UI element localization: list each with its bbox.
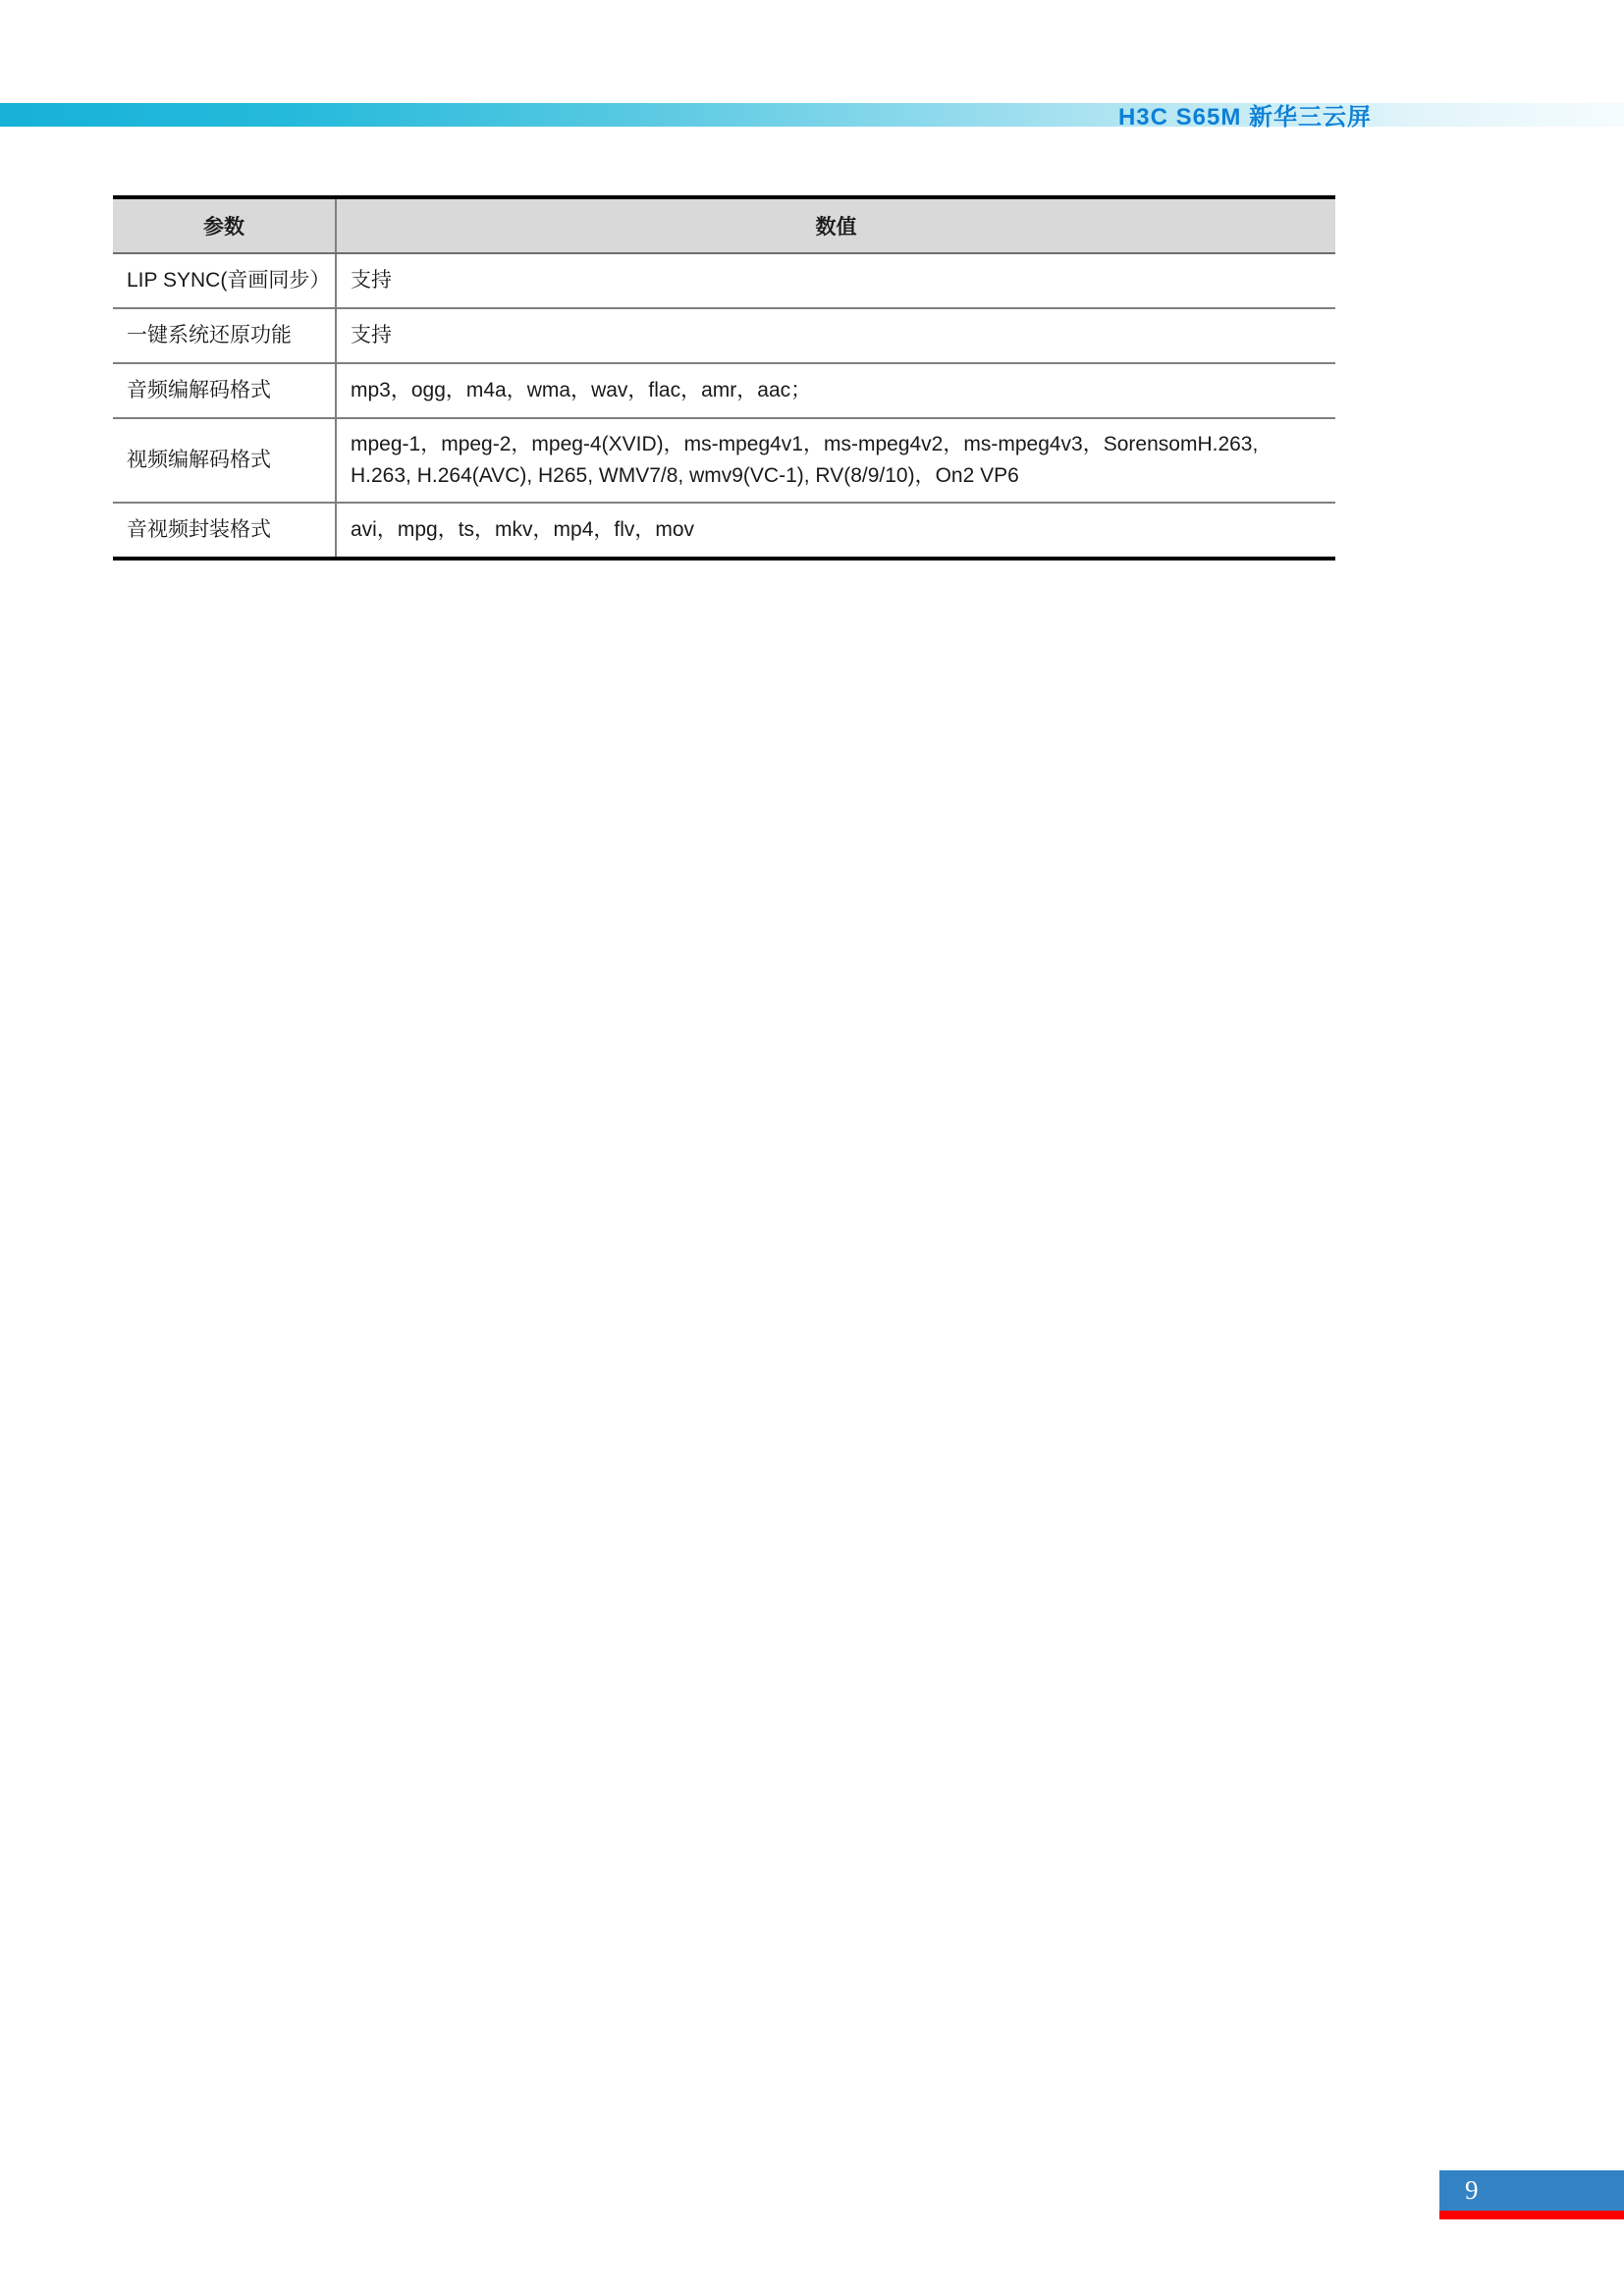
column-header-value: 数值 bbox=[336, 197, 1335, 253]
table-row bbox=[113, 363, 1335, 418]
column-header-parameter: 参数 bbox=[113, 197, 336, 253]
param-value: mp3，ogg，m4a，wma，wav，flac，amr，aac； bbox=[336, 363, 1335, 418]
param-label: 视频编解码格式 bbox=[113, 418, 336, 503]
footer-red-bar bbox=[1439, 2211, 1624, 2219]
param-value: 支持 bbox=[336, 253, 1335, 308]
table-header-row bbox=[113, 197, 1335, 253]
page-number: 9 bbox=[1465, 2175, 1479, 2205]
param-value: avi，mpg，ts，mkv，mp4，flv，mov bbox=[336, 503, 1335, 559]
table-row bbox=[113, 253, 1335, 308]
table-row bbox=[113, 503, 1335, 559]
param-label: 音视频封装格式 bbox=[113, 503, 336, 559]
spec-table bbox=[113, 195, 1335, 561]
param-label: 音频编解码格式 bbox=[113, 363, 336, 418]
param-value: mpeg-1，mpeg-2，mpeg-4(XVID)，ms-mpeg4v1，ms-mpeg4v2，ms-mpeg4v3，SorensomH.263, H.263, H.264(AVC), H265, WMV7/8, wmv9(VC-1), RV(8/9/10)，On2 VP6 bbox=[336, 418, 1335, 503]
param-value: 支持 bbox=[336, 308, 1335, 363]
param-label: 一键系统还原功能 bbox=[113, 308, 336, 363]
table-row bbox=[113, 418, 1335, 503]
page-header-title: H3C S65M 新华三云屏 bbox=[1117, 104, 1372, 131]
header-gradient-band bbox=[0, 103, 1624, 127]
page-number-box bbox=[1439, 2170, 1624, 2211]
table-row bbox=[113, 308, 1335, 363]
param-label: LIP SYNC(音画同步） bbox=[113, 253, 336, 308]
